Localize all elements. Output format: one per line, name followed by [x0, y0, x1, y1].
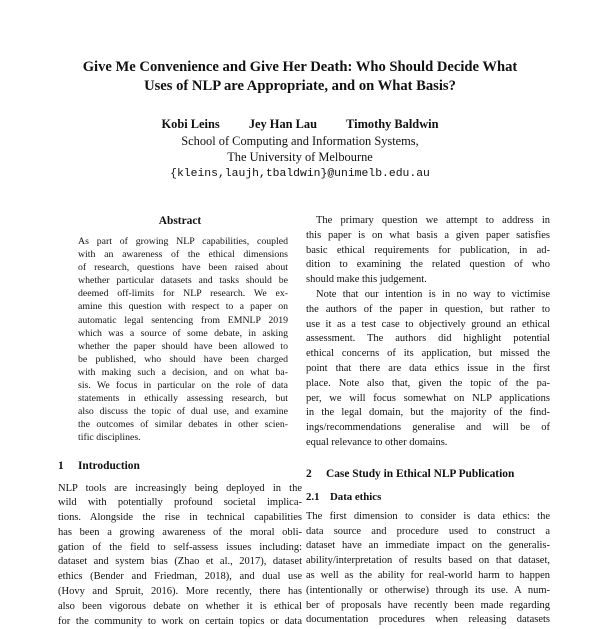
body-line: as well as the ability for real-world harm to happen [306, 569, 550, 584]
paper-title [60, 58, 540, 96]
section-title: Introduction [78, 460, 140, 472]
paragraph-intention [306, 288, 550, 451]
body-line: documentation procedures when releasing datasets [306, 613, 550, 628]
body-line: data source and procedure used to construct a [306, 525, 550, 540]
abstract-line: amine this question with respect to a paper on [78, 300, 288, 313]
body-line: (Hovy and Spruit, 2016). More recently, there has [58, 585, 302, 600]
introduction-paragraph [58, 482, 302, 629]
affiliation: School of Computing and Information Systems, [0, 133, 600, 150]
abstract-line: also discuss the topic of dual use, and examine [78, 405, 288, 418]
right-column [306, 214, 550, 628]
section-heading-case-study [306, 467, 550, 482]
body-line: also been vigorous debate on whether it is ethical [58, 600, 302, 615]
body-line: equal relevance to other domains. [306, 436, 550, 451]
body-line: basic ethical requirements for publication, in ad- [306, 244, 550, 259]
subsection-number: 2.1 [306, 490, 330, 504]
title-line-1: Give Me Convenience and Give Her Death: Who Should Decide What [60, 58, 540, 77]
abstract-line: sis. We focus in particular on the role of data [78, 379, 288, 392]
body-line: ethical concerns of its application, but missed the [306, 347, 550, 362]
section-number: 1 [58, 459, 78, 474]
body-line: gation of the field to self-assess issues including: [58, 541, 302, 556]
abstract-line: whether the paper should have been allowed to [78, 340, 288, 353]
body-line: ability/interpretation of results based on that dataset, [306, 554, 550, 569]
body-line: dataset have an immediate impact on the generalis- [306, 539, 550, 554]
title-line-2: Uses of NLP are Appropriate, and on What Basis? [60, 77, 540, 96]
body-line: ber of proposals have recently been made regarding [306, 599, 550, 614]
section-number: 2 [306, 467, 326, 482]
body-line: wild with potentially profound societal implica- [58, 496, 302, 511]
section-heading-introduction [58, 459, 302, 474]
body-line: place. Note also that, given the topic of the pa- [306, 377, 550, 392]
body-line: Note that our intention is in no way to victimise [306, 288, 550, 303]
body-line: (intentionally or otherwise) through its use. A num- [306, 584, 550, 599]
body-line: assessment. The authors did highlight potential [306, 332, 550, 347]
body-line: per, we will focus somewhat on NLP applications [306, 392, 550, 407]
author-name: Kobi Leins [162, 116, 220, 133]
author-emails: {kleins,laujh,tbaldwin}@unimelb.edu.au [0, 166, 600, 183]
author-names [0, 116, 600, 133]
university: The University of Melbourne [0, 149, 600, 166]
abstract-line: which was a source of some debate, in asking [78, 327, 288, 340]
body-line: use it as a test case to objectively ground an ethical [306, 318, 550, 333]
body-line: this paper is on what basis a given paper satisfies [306, 229, 550, 244]
body-line: ings/recommendations generalise and will be of [306, 421, 550, 436]
abstract-line: statements in ethically assessing research, but [78, 392, 288, 405]
body-line: should make this judgement. [306, 273, 550, 288]
abstract-heading: Abstract [58, 214, 302, 229]
body-line: dition to examining the related question of who [306, 258, 550, 273]
abstract-line: of research, questions have been raised about [78, 261, 288, 274]
author-block [0, 116, 600, 182]
body-line: NLP tools are increasingly being deployed in the [58, 482, 302, 497]
subsection-heading-data-ethics [306, 490, 550, 504]
body-line: dataset and system bias (Zhao et al., 2017), dataset [58, 555, 302, 570]
left-column [58, 214, 302, 629]
body-line: in the legal domain, but the majority of the find- [306, 406, 550, 421]
section-title: Case Study in Ethical NLP Publication [326, 468, 514, 480]
abstract-line: with making such a decision, and on what ba- [78, 366, 288, 379]
body-line: tions. Alongside the rise in technical capabilities [58, 511, 302, 526]
author-name: Jey Han Lau [249, 116, 317, 133]
abstract-line: As part of growing NLP capabilities, coupled [78, 235, 288, 248]
body-line: The primary question we attempt to address in [306, 214, 550, 229]
body-line: for the community to work on certain topics or data [58, 615, 302, 629]
abstract-line: with an awareness of the ethical dimensions [78, 248, 288, 261]
body-line: The first dimension to consider is data ethics: the [306, 510, 550, 525]
subsection-title: Data ethics [330, 491, 381, 503]
body-line: ethics (Bender and Friedman, 2018), and dual use [58, 570, 302, 585]
abstract-line: be published, who should have been charged [78, 353, 288, 366]
body-line: point that there are data ethics issue in the first [306, 362, 550, 377]
body-line: the authors of the paper in question, but rather to [306, 303, 550, 318]
body-line: has been a growing awareness of the moral obli- [58, 526, 302, 541]
abstract-line: tific disciplines. [78, 431, 288, 444]
abstract-line: the outcomes of similar debates in other scien- [78, 418, 288, 431]
abstract-line: deemed off-limits for NLP research. We ex- [78, 287, 288, 300]
paragraph-primary-question [306, 214, 550, 288]
abstract-line: whether particular datasets and tasks should be [78, 274, 288, 287]
paragraph-data-ethics [306, 510, 550, 628]
abstract-body [58, 235, 302, 445]
author-name: Timothy Baldwin [346, 116, 438, 133]
abstract-line: automatic legal sentencing from EMNLP 2019 [78, 314, 288, 327]
